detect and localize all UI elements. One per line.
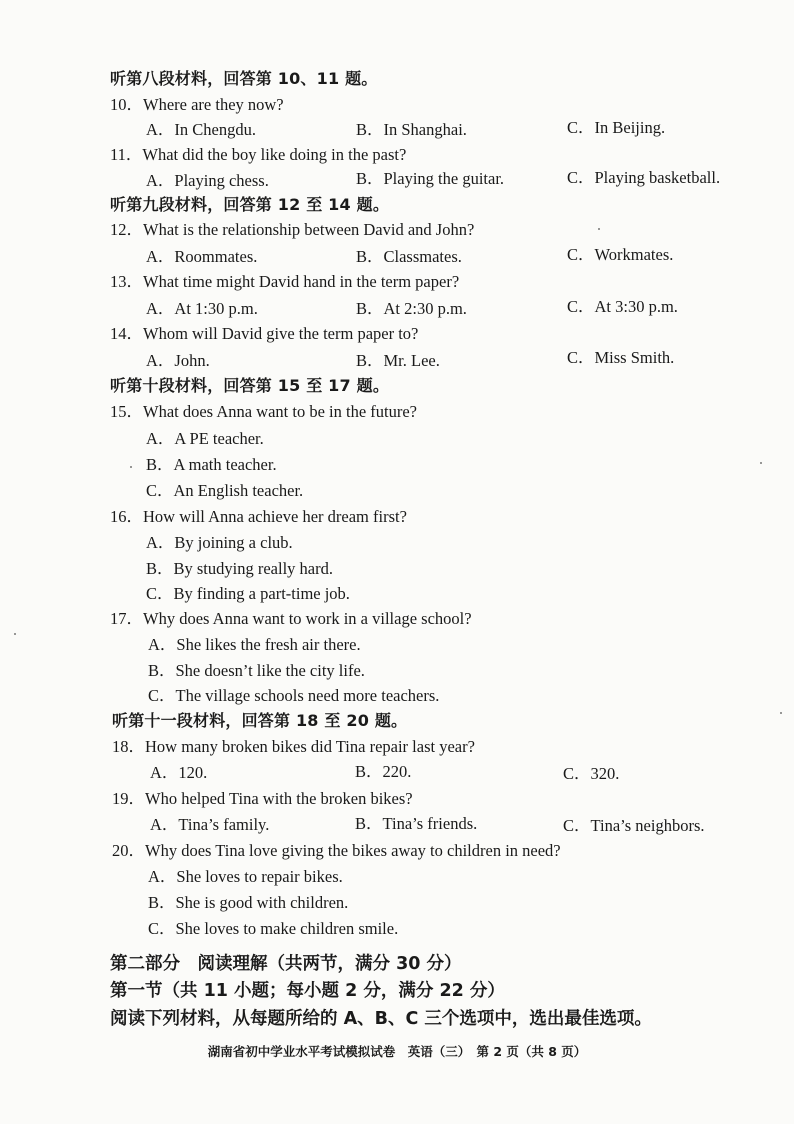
option-16-b: B．By studying really hard. — [146, 559, 333, 578]
scan-speck — [130, 466, 132, 468]
option-20-b: B．She is good with children. — [148, 893, 349, 912]
option-12-c: C．Workmates. — [567, 245, 674, 264]
question-18: 18．How many broken bikes did Tina repair last year? — [112, 737, 475, 756]
question-17: 17．Why does Anna want to work in a village school? — [110, 609, 472, 628]
question-10: 10．Where are they now? — [110, 95, 284, 114]
question-15: 15．What does Anna want to be in the future? — [110, 402, 417, 421]
option-11-b: B．Playing the guitar. — [356, 169, 505, 188]
option-10-c: C．In Beijing. — [567, 118, 666, 137]
scan-speck — [598, 228, 600, 230]
option-13-c: C．At 3:30 p.m. — [567, 297, 678, 316]
option-19-c: C．Tina’s neighbors. — [563, 816, 705, 835]
option-14-c: C．Miss Smith. — [567, 348, 675, 367]
option-16-c: C．By finding a part-time job. — [146, 584, 350, 603]
section-heading-10: 听第十段材料，回答第 15 至 17 题。 — [110, 376, 390, 395]
option-19-a: A．Tina’s family. — [150, 815, 270, 834]
option-11-c: C．Playing basketball. — [567, 168, 721, 187]
option-20-c: C．She loves to make children smile. — [148, 919, 399, 938]
option-15-a: A．A PE teacher. — [146, 429, 264, 448]
option-10-b: B．In Shanghai. — [356, 120, 467, 139]
option-15-c: C．An English teacher. — [146, 481, 304, 500]
option-20-a: A．She loves to repair bikes. — [148, 867, 343, 886]
option-14-a: A．John. — [146, 351, 210, 370]
option-19-b: B．Tina’s friends. — [355, 814, 478, 833]
option-17-a: A．She likes the fresh air there. — [148, 635, 361, 654]
option-17-b: B．She doesn’t like the city life. — [148, 661, 365, 680]
question-20: 20．Why does Tina love giving the bikes away to children in need? — [112, 841, 561, 860]
option-18-b: B．220. — [355, 762, 412, 781]
option-13-a: A．At 1:30 p.m. — [146, 299, 258, 318]
part2-instruction: 阅读下列材料，从每题所给的 A、B、C 三个选项中，选出最佳选项。 — [110, 1009, 652, 1029]
option-13-b: B．At 2:30 p.m. — [356, 299, 467, 318]
question-12: 12．What is the relationship between David and John? — [110, 220, 475, 239]
question-19: 19．Who helped Tina with the broken bikes? — [112, 789, 413, 808]
part2-title: 第二部分 阅读理解（共两节，满分 30 分） — [110, 954, 462, 974]
question-13: 13．What time might David hand in the term paper? — [110, 272, 460, 291]
question-14: 14．Whom will David give the term paper to? — [110, 324, 419, 343]
option-12-b: B．Classmates. — [356, 247, 462, 266]
option-14-b: B．Mr. Lee. — [356, 351, 440, 370]
scan-speck — [780, 712, 782, 714]
section-heading-8: 听第八段材料，回答第 10、11 题。 — [110, 69, 378, 88]
option-11-a: A．Playing chess. — [146, 171, 269, 190]
question-16: 16．How will Anna achieve her dream first? — [110, 507, 407, 526]
option-16-a: A．By joining a club. — [146, 533, 293, 552]
option-12-a: A．Roommates. — [146, 247, 258, 266]
section-heading-9: 听第九段材料，回答第 12 至 14 题。 — [110, 195, 390, 214]
option-17-c: C．The village schools need more teachers. — [148, 686, 440, 705]
page-footer: 湖南省初中学业水平考试模拟试卷 英语（三） 第 2 页（共 8 页） — [207, 1044, 587, 1059]
option-10-a: A．In Chengdu. — [146, 120, 256, 139]
option-18-a: A．120. — [150, 763, 208, 782]
option-18-c: C．320. — [563, 764, 620, 783]
question-11: 11．What did the boy like doing in the past? — [110, 145, 407, 164]
section-heading-11: 听第十一段材料，回答第 18 至 20 题。 — [112, 711, 408, 730]
scan-speck — [14, 633, 16, 635]
part2-section1: 第一节（共 11 小题；每小题 2 分，满分 22 分） — [110, 981, 505, 1001]
scan-speck — [760, 462, 762, 464]
option-15-b: B．A math teacher. — [146, 455, 277, 474]
